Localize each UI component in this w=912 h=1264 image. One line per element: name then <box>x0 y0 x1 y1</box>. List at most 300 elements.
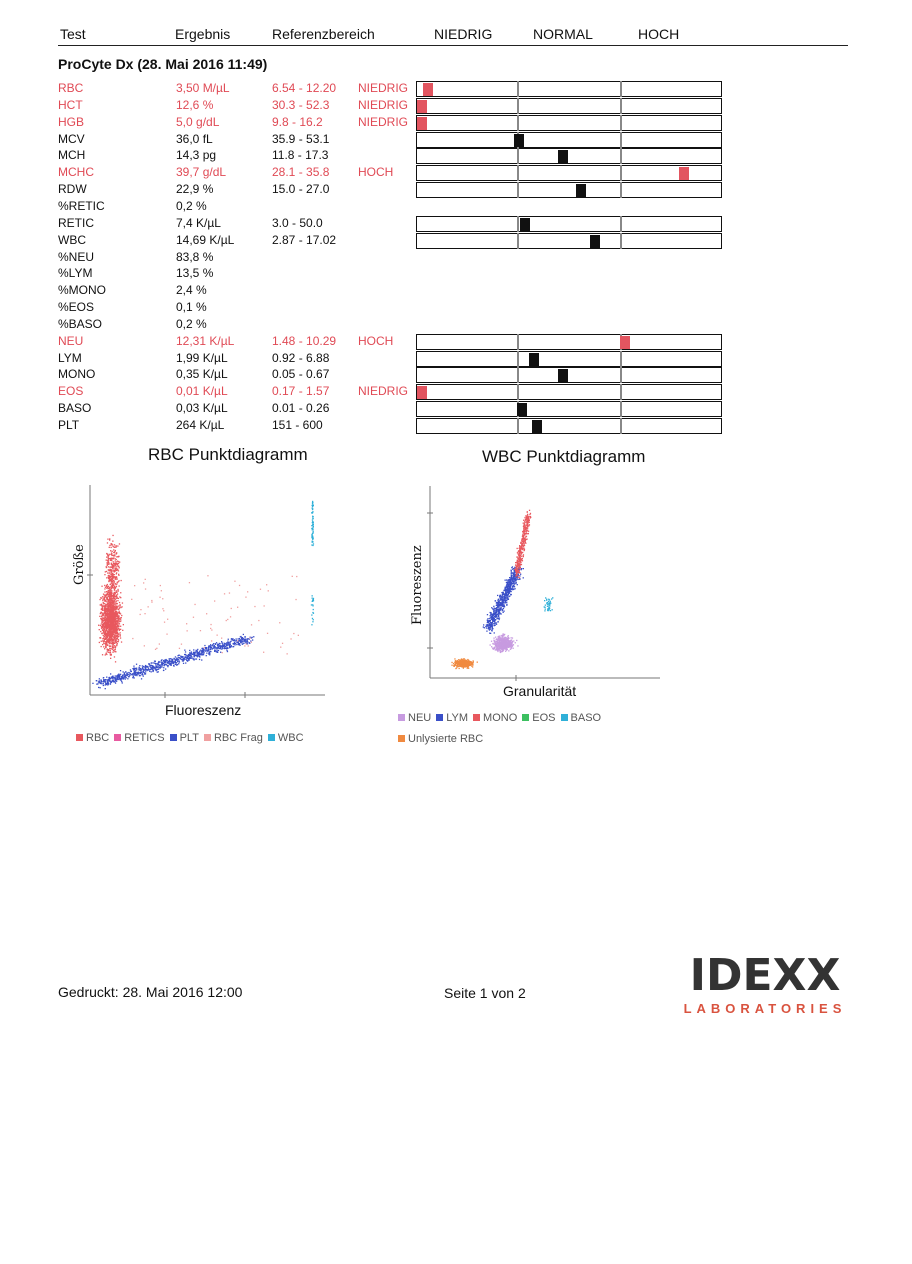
rbc-frag-dot <box>293 633 294 634</box>
range-bar <box>416 367 722 383</box>
rbc-dot <box>113 600 114 601</box>
plt-dot <box>218 646 219 647</box>
plt-dot <box>206 648 207 649</box>
rbc-dot <box>106 628 107 629</box>
rbc-frag-dot <box>145 588 146 589</box>
plt-dot <box>175 664 176 665</box>
rbc-dot <box>113 644 114 645</box>
rbc-dot <box>116 545 117 546</box>
lym-dot <box>511 573 512 574</box>
rbc-dot <box>106 588 107 589</box>
mono-dot <box>516 571 517 572</box>
wbc-dot <box>313 516 314 517</box>
unlysed-rbc-dot <box>457 666 458 667</box>
rbc-dot <box>120 634 121 635</box>
wbc-dot <box>313 529 314 530</box>
mono-dot <box>519 552 520 553</box>
plt-dot <box>245 639 246 640</box>
rbc-dot <box>111 636 112 637</box>
rbc-dot <box>114 638 115 639</box>
lym-dot <box>494 613 495 614</box>
rbc-dot <box>109 567 110 568</box>
unlysed-rbc-dot <box>463 659 464 660</box>
plt-dot <box>96 680 97 681</box>
mono-dot <box>526 533 527 534</box>
rbc-dot <box>115 649 116 650</box>
reference-range: 2.87 - 17.02 <box>272 233 337 247</box>
plt-dot <box>127 678 128 679</box>
plt-dot <box>241 639 242 640</box>
plt-dot <box>253 636 254 637</box>
test-name: MCH <box>58 148 86 162</box>
unlysed-rbc-dot <box>458 662 459 663</box>
rbc-frag-dot <box>151 600 152 601</box>
rbc-dot <box>117 578 118 579</box>
neu-dot <box>507 642 508 643</box>
rbc-dot <box>103 614 104 615</box>
rbc-dot <box>108 620 109 621</box>
plt-dot <box>183 663 184 664</box>
rbc-dot <box>108 562 109 563</box>
rbc-frag-dot <box>282 643 283 644</box>
rbc-dot <box>113 618 114 619</box>
rbc-dot <box>111 596 112 597</box>
rbc-dot <box>102 644 103 645</box>
baso-dot <box>548 601 549 602</box>
rbc-dot <box>110 579 111 580</box>
lym-dot <box>504 606 505 607</box>
neu-dot <box>504 648 505 649</box>
rbc-dot <box>114 608 115 609</box>
wbc-scatter-plot <box>418 478 668 688</box>
lym-dot <box>519 575 520 576</box>
plt-dot <box>167 661 168 662</box>
lym-dot <box>489 621 490 622</box>
plt-dot <box>220 648 221 649</box>
rbc-frag-dot <box>263 652 264 653</box>
neu-dot <box>503 643 504 644</box>
rbc-dot <box>114 617 115 618</box>
rbc-dot <box>106 608 107 609</box>
rbc-dot <box>120 597 121 598</box>
lym-dot <box>490 627 491 628</box>
rbc-dot <box>104 636 105 637</box>
plt-dot <box>243 641 244 642</box>
plt-dot <box>151 671 152 672</box>
plt-dot <box>223 645 224 646</box>
neu-dot <box>508 640 509 641</box>
mono-dot <box>518 571 519 572</box>
mono-dot <box>519 577 520 578</box>
rbc-dot <box>111 543 112 544</box>
lym-dot <box>504 598 505 599</box>
rbc-dot <box>112 608 113 609</box>
plt-dot <box>149 665 150 666</box>
neu-dot <box>503 639 504 640</box>
rbc-dot <box>109 613 110 614</box>
neu-dot <box>493 648 494 649</box>
rbc-dot <box>115 553 116 554</box>
rbc-dot <box>101 621 102 622</box>
rbc-frag-dot <box>194 604 195 605</box>
rbc-frag-dot <box>179 648 180 649</box>
rbc-dot <box>117 545 118 546</box>
baso-dot <box>544 600 545 601</box>
test-name: RDW <box>58 182 87 196</box>
rbc-dot <box>114 544 115 545</box>
rbc-dot <box>121 641 122 642</box>
rbc-dot <box>116 586 117 587</box>
mono-dot <box>523 526 524 527</box>
rbc-dot <box>106 597 107 598</box>
neu-dot <box>510 649 511 650</box>
plt-dot <box>240 636 241 637</box>
range-marker <box>558 150 568 163</box>
rbc-dot <box>117 637 118 638</box>
unlysed-rbc-dot <box>473 662 474 663</box>
plt-dot <box>103 685 104 686</box>
lym-dot <box>514 575 515 576</box>
rbc-frag-dot <box>244 645 245 646</box>
plt-dot <box>172 661 173 662</box>
rbc-dot <box>107 651 108 652</box>
rbc-dot <box>112 535 113 536</box>
rbc-dot <box>103 594 104 595</box>
rbc-dot <box>110 628 111 629</box>
plt-dot <box>140 675 141 676</box>
wbc-dot <box>312 601 313 602</box>
rbc-dot <box>111 610 112 611</box>
rbc-dot <box>110 654 111 655</box>
wbc-dot <box>312 598 313 599</box>
result-value: 14,69 K/µL <box>176 233 235 247</box>
lym-dot <box>523 577 524 578</box>
plt-dot <box>159 667 160 668</box>
legend-item <box>170 732 199 744</box>
rbc-dot <box>109 643 110 644</box>
plt-dot <box>206 653 207 654</box>
mono-dot <box>524 538 525 539</box>
neu-dot <box>516 640 517 641</box>
wbc-dot <box>312 508 313 509</box>
plt-dot <box>210 648 211 649</box>
plt-dot <box>123 677 124 678</box>
rbc-dot <box>99 642 100 643</box>
rbc-dot <box>113 549 114 550</box>
lym-dot <box>510 583 511 584</box>
rbc-dot <box>115 593 116 594</box>
neu-dot <box>512 637 513 638</box>
legend-label: RBC <box>86 732 110 744</box>
mono-dot <box>520 548 521 549</box>
plt-dot <box>167 665 168 666</box>
flag-label: NIEDRIG <box>358 384 409 398</box>
lym-dot <box>499 595 500 596</box>
rbc-dot <box>109 547 110 548</box>
neu-dot <box>500 641 501 642</box>
baso-dot <box>545 605 546 606</box>
rbc-dot <box>113 647 114 648</box>
neu-dot <box>498 638 499 639</box>
lym-dot <box>510 588 511 589</box>
rbc-dot <box>117 618 118 619</box>
neu-dot <box>502 647 503 648</box>
lym-dot <box>500 605 501 606</box>
lym-dot <box>503 592 504 593</box>
plt-dot <box>231 638 232 639</box>
rbc-dot <box>105 595 106 596</box>
lym-dot <box>509 577 510 578</box>
lym-dot <box>502 600 503 601</box>
lym-dot <box>503 608 504 609</box>
plt-dot <box>184 650 185 651</box>
plt-dot <box>201 650 202 651</box>
rbc-dot <box>111 552 112 553</box>
rbc-dot <box>107 645 108 646</box>
plt-dot <box>189 654 190 655</box>
rbc-dot <box>119 612 120 613</box>
plt-dot <box>189 657 190 658</box>
plt-dot <box>209 654 210 655</box>
mono-dot <box>522 560 523 561</box>
baso-dot <box>547 606 548 607</box>
wbc-dot <box>311 624 312 625</box>
plt-dot <box>134 668 135 669</box>
plt-dot <box>143 670 144 671</box>
plt-dot <box>102 683 103 684</box>
plt-dot <box>213 643 214 644</box>
rbc-dot <box>108 652 109 653</box>
mono-dot <box>527 525 528 526</box>
lym-dot <box>486 627 487 628</box>
mono-dot <box>521 553 522 554</box>
mono-dot <box>527 528 528 529</box>
rbc-dot <box>111 606 112 607</box>
rbc-dot <box>119 602 120 603</box>
flag-label: NIEDRIG <box>358 115 409 129</box>
rbc-dot <box>103 641 104 642</box>
rbc-dot <box>119 626 120 627</box>
mono-dot <box>515 576 516 577</box>
rbc-dot <box>110 651 111 652</box>
rbc-dot <box>116 644 117 645</box>
plt-dot <box>105 688 106 689</box>
mono-dot <box>518 567 519 568</box>
plt-dot <box>161 666 162 667</box>
plt-dot <box>226 650 227 651</box>
rbc-dot <box>110 648 111 649</box>
rbc-dot <box>110 633 111 634</box>
lym-dot <box>512 566 513 567</box>
plt-dot <box>99 680 100 681</box>
rbc-dot <box>116 606 117 607</box>
rbc-frag-dot <box>237 607 238 608</box>
plt-dot <box>139 667 140 668</box>
rbc-frag-dot <box>143 582 144 583</box>
plt-dot <box>224 643 225 644</box>
rbc-dot <box>103 603 104 604</box>
mono-dot <box>525 531 526 532</box>
rbc-dot <box>114 621 115 622</box>
rbc-frag-dot <box>144 645 145 646</box>
plt-dot <box>188 654 189 655</box>
rbc-dot <box>115 661 116 662</box>
rbc-dot <box>113 602 114 603</box>
col-header-result: Ergebnis <box>175 26 231 42</box>
rbc-frag-dot <box>246 644 247 645</box>
rbc-scatter-plot <box>70 475 340 725</box>
lym-dot <box>501 602 502 603</box>
rbc-frag-dot <box>162 608 163 609</box>
plt-dot <box>188 658 189 659</box>
lym-dot <box>496 608 497 609</box>
rbc-frag-dot <box>229 592 230 593</box>
unlysed-rbc-dot <box>461 666 462 667</box>
lym-dot <box>494 618 495 619</box>
plt-dot <box>127 672 128 673</box>
rbc-dot <box>107 649 108 650</box>
legend-swatch <box>268 734 275 741</box>
neu-dot <box>504 644 505 645</box>
unlysed-rbc-dot <box>477 662 478 663</box>
lym-dot <box>500 613 501 614</box>
lym-dot <box>511 571 512 572</box>
rbc-frag-dot <box>254 606 255 607</box>
reference-range: 30.3 - 52.3 <box>272 98 330 112</box>
plt-dot <box>214 646 215 647</box>
wbc-dot <box>312 621 313 622</box>
result-value: 7,4 K/µL <box>176 216 221 230</box>
plt-dot <box>118 674 119 675</box>
rbc-frag-dot <box>296 576 297 577</box>
range-bar <box>416 233 722 249</box>
plt-dot <box>190 658 191 659</box>
range-marker <box>679 167 689 180</box>
plt-dot <box>250 640 251 641</box>
rbc-dot <box>105 613 106 614</box>
neu-dot <box>517 645 518 646</box>
rbc-dot <box>113 597 114 598</box>
rbc-dot <box>108 575 109 576</box>
rbc-dot <box>99 629 100 630</box>
plt-dot <box>110 673 111 674</box>
rbc-dot <box>113 567 114 568</box>
lym-dot <box>505 593 506 594</box>
result-value: 1,99 K/µL <box>176 351 228 365</box>
mono-dot <box>529 510 530 511</box>
lym-dot <box>510 577 511 578</box>
mono-dot <box>522 534 523 535</box>
rbc-dot <box>112 642 113 643</box>
result-value: 5,0 g/dL <box>176 115 220 129</box>
rbc-dot <box>111 587 112 588</box>
rbc-dot <box>112 605 113 606</box>
reference-range: 0.05 - 0.67 <box>272 367 330 381</box>
plt-dot <box>173 662 174 663</box>
result-value: 0,35 K/µL <box>176 367 228 381</box>
rbc-frag-dot <box>210 624 211 625</box>
rbc-dot <box>117 614 118 615</box>
col-header-normal: NORMAL <box>533 26 593 42</box>
rbc-dot <box>114 552 115 553</box>
rbc-dot <box>104 623 105 624</box>
lym-dot <box>487 614 488 615</box>
plt-dot <box>217 652 218 653</box>
wbc-dot <box>313 609 314 610</box>
plt-dot <box>169 661 170 662</box>
plt-dot <box>236 638 237 639</box>
wbc-dot <box>313 518 314 519</box>
plt-dot <box>133 666 134 667</box>
plt-dot <box>247 643 248 644</box>
plt-dot <box>119 678 120 679</box>
wbc-dot <box>312 503 313 504</box>
range-marker <box>417 100 427 113</box>
plt-dot <box>141 678 142 679</box>
wbc-dot <box>312 525 313 526</box>
plt-dot <box>195 651 196 652</box>
rbc-dot <box>101 606 102 607</box>
mono-dot <box>520 567 521 568</box>
lym-dot <box>487 618 488 619</box>
lym-dot <box>488 628 489 629</box>
rbc-dot <box>108 635 109 636</box>
rbc-frag-dot <box>211 640 212 641</box>
rbc-dot <box>117 626 118 627</box>
rbc-dot <box>113 546 114 547</box>
rbc-dot <box>106 606 107 607</box>
lym-dot <box>496 604 497 605</box>
mono-dot <box>527 512 528 513</box>
rbc-dot <box>116 559 117 560</box>
flag-label: HOCH <box>358 165 394 179</box>
plt-dot <box>161 664 162 665</box>
rbc-dot <box>118 616 119 617</box>
rbc-dot <box>107 603 108 604</box>
plt-dot <box>186 660 187 661</box>
range-marker <box>620 336 630 349</box>
plt-dot <box>229 644 230 645</box>
wbc-dot <box>312 528 313 529</box>
rbc-dot <box>111 599 112 600</box>
range-marker <box>423 83 433 96</box>
lym-dot <box>507 584 508 585</box>
rbc-dot <box>111 634 112 635</box>
section-title: ProCyte Dx (28. Mai 2016 11:49) <box>58 56 268 72</box>
mono-dot <box>516 573 517 574</box>
rbc-frag-dot <box>159 643 160 644</box>
rbc-dot <box>107 609 108 610</box>
legend-label: WBC <box>277 732 304 744</box>
rbc-dot <box>120 607 121 608</box>
rbc-dot <box>119 611 120 612</box>
unlysed-rbc-dot <box>462 661 463 662</box>
plt-dot <box>185 657 186 658</box>
range-bar <box>416 334 722 350</box>
lym-dot <box>516 582 517 583</box>
plt-dot <box>197 654 198 655</box>
rbc-dot <box>114 547 115 548</box>
rbc-dot <box>102 610 103 611</box>
test-name: %BASO <box>58 317 103 331</box>
test-name: %NEU <box>58 250 95 264</box>
unlysed-rbc-dot <box>472 663 473 664</box>
rbc-dot <box>103 643 104 644</box>
lym-dot <box>512 586 513 587</box>
reference-range: 0.01 - 0.26 <box>272 401 330 415</box>
rbc-dot <box>104 627 105 628</box>
result-value: 2,4 % <box>176 283 207 297</box>
